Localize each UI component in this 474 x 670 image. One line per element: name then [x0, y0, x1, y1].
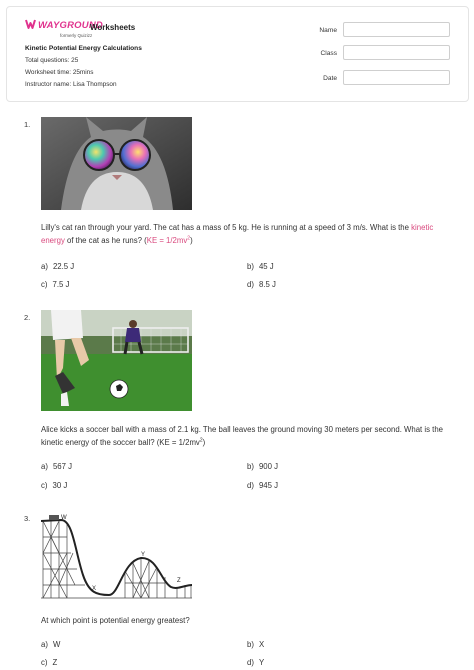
wayground-logo-icon	[25, 18, 39, 30]
formula-exponent: 2	[199, 437, 203, 444]
option-letter: d)	[247, 280, 254, 289]
option-text: 945 J	[258, 481, 279, 490]
option-d[interactable]	[247, 481, 278, 490]
option-text: 7.5 J	[52, 280, 70, 289]
option-letter: a)	[41, 262, 48, 271]
option-letter: b)	[247, 640, 254, 649]
formula-link[interactable]	[147, 236, 190, 245]
option-text: 900 J	[258, 462, 279, 471]
date-field[interactable]	[343, 70, 450, 85]
date-label: Date	[323, 75, 337, 82]
option-c[interactable]	[41, 658, 57, 667]
option-text: 30 J	[52, 481, 68, 490]
option-text: Z	[52, 658, 58, 667]
point-w-label: W	[61, 515, 67, 521]
worksheet-title: Kinetic Potential Energy Calculations	[25, 45, 142, 52]
name-field[interactable]	[343, 22, 450, 37]
question-3-number: 3.	[24, 514, 31, 523]
point-x-label: X	[92, 586, 97, 592]
option-c[interactable]	[41, 481, 67, 490]
point-y-label: Y	[141, 552, 146, 558]
total-questions: Total questions: 25	[25, 57, 79, 64]
option-b[interactable]	[247, 462, 278, 471]
question-2-image-soccer	[41, 310, 192, 411]
option-letter: a)	[41, 640, 48, 649]
question-3-image-roller-coaster	[41, 511, 192, 601]
option-text: W	[52, 640, 61, 649]
brand-name: WAYGROUND	[38, 20, 103, 31]
option-letter: d)	[247, 481, 254, 490]
option-text: 8.5 J	[258, 280, 276, 289]
option-b[interactable]	[247, 640, 264, 649]
option-d[interactable]	[247, 280, 276, 289]
question-1-number: 1.	[24, 120, 31, 129]
option-letter: b)	[247, 262, 254, 271]
option-d[interactable]	[247, 658, 264, 667]
option-text: Y	[258, 658, 265, 667]
option-text: 567 J	[52, 462, 73, 471]
option-c[interactable]	[41, 280, 69, 289]
question-3-text: At which point is potential energy greatest?	[41, 616, 190, 625]
point-z-label: Z	[177, 578, 181, 584]
option-a[interactable]	[41, 462, 72, 471]
formula-text: KE = 1/2mv	[146, 236, 188, 245]
option-a[interactable]	[41, 640, 60, 649]
brand-subtitle: formerly Quizizz	[60, 33, 93, 38]
class-field[interactable]	[343, 45, 450, 60]
soccer-kick-image	[41, 310, 192, 411]
kinetic-energy-link[interactable]: kinetic energy	[41, 223, 434, 245]
option-text: X	[258, 640, 265, 649]
formula-exponent: 2	[187, 235, 191, 242]
roller-coaster-diagram	[41, 511, 192, 601]
question-1-image-cat	[41, 117, 192, 210]
option-letter: a)	[41, 462, 48, 471]
cat-with-sunglasses-image	[41, 117, 192, 210]
class-label: Class	[320, 50, 337, 57]
instructor-name: Instructor name: Lisa Thompson	[25, 81, 117, 88]
option-text: 22.5 J	[52, 262, 75, 271]
question-2-text-part: Alice kicks a soccer ball with a mass of 2.1 kg. The ball leaves the ground moving 30 meters per second. What is the kinetic energy of the soccer ball? (KE = 1/2mv	[41, 425, 444, 447]
question-2-text-part: )	[202, 438, 206, 447]
option-letter: c)	[41, 658, 48, 667]
question-1-text	[41, 221, 451, 247]
option-letter: c)	[41, 280, 48, 289]
worksheet-time: Worksheet time: 25mins	[25, 69, 94, 76]
question-1-text-part: of the cat as he runs? (	[64, 236, 147, 245]
name-label: Name	[319, 27, 337, 34]
question-2-text	[41, 423, 451, 449]
option-text: 45 J	[258, 262, 274, 271]
option-letter: d)	[247, 658, 254, 667]
worksheets-label: Worksheets	[90, 23, 136, 32]
option-a[interactable]	[41, 262, 74, 271]
question-2-number: 2.	[24, 313, 31, 322]
option-b[interactable]	[247, 262, 274, 271]
option-letter: c)	[41, 481, 48, 490]
question-1-text-part: Lilly's cat ran through your yard. The cat has a mass of 5 kg. He is running at a speed of 3 m/s. What is the	[41, 223, 412, 232]
question-1-text-part: )	[190, 236, 193, 245]
option-letter: b)	[247, 462, 254, 471]
worksheet-header	[6, 6, 469, 102]
